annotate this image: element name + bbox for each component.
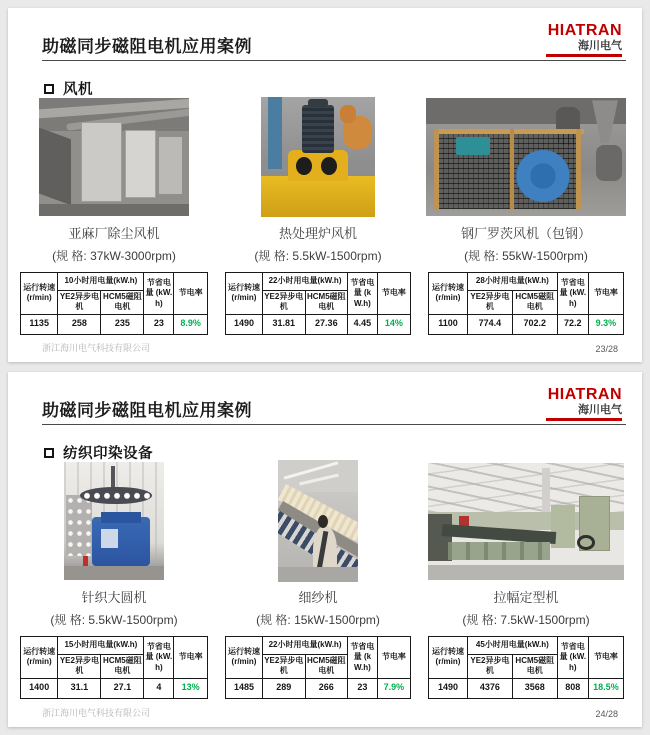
case-caption: 针织大圆机: [81, 590, 147, 605]
th-rate: 节电率: [588, 273, 623, 315]
cell-ye2: 31.81: [263, 314, 306, 334]
photo-box: [39, 96, 189, 218]
case-spec: (规 格: 7.5kW-1500rpm): [462, 613, 590, 627]
th-rate: 节电率: [377, 637, 410, 679]
case-spec: (规 格: 5.5kW-1500rpm): [50, 613, 178, 627]
photo-shape: [340, 105, 356, 123]
photo-box: [261, 96, 375, 218]
th-speed: 运行转速 (r/min): [429, 273, 468, 315]
photo-shape: [81, 122, 122, 202]
footer-company: 浙江海川电气科技有限公司: [42, 708, 151, 718]
energy-table: [20, 272, 208, 335]
photo-circular-knitting-machine: [64, 462, 164, 580]
photo-shape: [101, 529, 118, 548]
case-caption: 亚麻厂除尘风机: [68, 226, 160, 241]
cell-ye2: 31.1: [58, 678, 101, 698]
case-caption: 钢厂罗茨风机（包钢）: [460, 226, 591, 241]
cell-saving: 72.2: [557, 314, 588, 334]
cell-speed: 1400: [21, 678, 58, 698]
th-saving: 节省电量 (kW.h): [557, 637, 588, 679]
th-usage: 22小时用电量(kW.h): [263, 637, 348, 655]
photo-shape: [302, 105, 334, 153]
th-ye2: YE2异步电机: [263, 291, 306, 315]
cases-row: [20, 460, 624, 699]
photo-shape: [542, 468, 550, 515]
th-speed: 运行转速 (r/min): [429, 637, 468, 679]
photo-shape: [278, 567, 358, 582]
photo-box: [278, 460, 358, 582]
cell-saving: 23: [348, 678, 378, 698]
cell-saving: 4: [144, 678, 174, 698]
th-speed: 运行转速 (r/min): [21, 273, 58, 315]
photo-shape: [64, 566, 164, 580]
th-ye2: YE2异步电机: [468, 655, 513, 679]
photo-box: [426, 96, 626, 218]
logo-wordmark: HIATRAN: [547, 386, 622, 403]
th-hcm5: HCM5磁阻电机: [305, 291, 348, 315]
photo-shape: [448, 542, 550, 560]
photo-shape: [268, 97, 282, 169]
photo-shape: [159, 137, 182, 194]
cell-ye2: 4376: [468, 678, 513, 698]
case-column: [20, 96, 208, 335]
th-usage: 28小时用电量(kW.h): [468, 273, 558, 291]
cases-row: [20, 96, 624, 335]
photo-shape: [577, 535, 595, 550]
cell-saving: 23: [144, 314, 174, 334]
cell-speed: 1100: [429, 314, 468, 334]
case-column: [225, 460, 411, 699]
photo-heat-treatment-furnace-fan: [261, 97, 375, 217]
photo-steel-plant-roots-fan: [426, 98, 626, 216]
th-usage: 10小时用电量(kW.h): [58, 273, 144, 291]
case-spec: (规 格: 15kW-1500rpm): [256, 613, 380, 627]
th-hcm5: HCM5磁阻电机: [512, 655, 557, 679]
energy-table: [428, 272, 624, 335]
logo-red-bar: [546, 54, 622, 57]
cell-rate: 9.3%: [588, 314, 623, 334]
photo-shape: [576, 129, 581, 209]
photo-shape: [459, 516, 469, 525]
photo-stenter-setting-machine: [428, 463, 624, 580]
cell-rate: 18.5%: [588, 678, 623, 698]
photo-shape: [66, 495, 92, 556]
energy-table: [225, 636, 411, 699]
th-rate: 节电率: [174, 637, 208, 679]
logo: [546, 22, 622, 57]
photo-shape: [39, 123, 71, 205]
photo-shape: [101, 512, 141, 524]
cell-hcm5: 266: [305, 678, 348, 698]
photo-box: [428, 460, 624, 582]
photo-flax-plant-dust-fan: [39, 98, 189, 216]
th-ye2: YE2异步电机: [58, 291, 101, 315]
photo-shape: [596, 145, 622, 180]
page-number: 24/28: [595, 709, 618, 719]
th-rate: 节电率: [174, 273, 208, 315]
th-hcm5: HCM5磁阻电机: [512, 291, 557, 315]
case-caption: 热处理炉风机: [278, 226, 357, 241]
page-number: 23/28: [595, 344, 618, 354]
photo-shape: [456, 137, 490, 155]
case-column: [428, 96, 624, 335]
th-usage: 45小时用电量(kW.h): [468, 637, 558, 655]
case-column: [225, 96, 411, 335]
case-spec: (规 格: 5.5kW-1500rpm): [254, 249, 382, 263]
th-usage: 15小时用电量(kW.h): [58, 637, 144, 655]
th-ye2: YE2异步电机: [58, 655, 101, 679]
title-divider: [42, 424, 626, 425]
photo-shape: [434, 129, 584, 134]
case-spec: (规 格: 37kW-3000rpm): [52, 249, 176, 263]
th-saving: 节省电量 (kW.h): [557, 273, 588, 315]
case-column: [428, 460, 624, 699]
cell-hcm5: 235: [101, 314, 144, 334]
cell-ye2: 258: [58, 314, 101, 334]
photo-shape: [83, 556, 88, 565]
photo-shape: [308, 99, 329, 106]
photo-shape: [510, 129, 514, 209]
cell-speed: 1485: [226, 678, 263, 698]
cell-hcm5: 27.36: [305, 314, 348, 334]
energy-table: [428, 636, 624, 699]
energy-table: [225, 272, 411, 335]
th-hcm5: HCM5磁阻电机: [305, 655, 348, 679]
section-label: 纺织印染设备: [63, 446, 153, 462]
th-ye2: YE2异步电机: [468, 291, 513, 315]
cell-rate: 14%: [377, 314, 410, 334]
slide-title: 助磁同步磁阻电机应用案例: [42, 37, 252, 56]
th-ye2: YE2异步电机: [263, 655, 306, 679]
th-usage: 22小时用电量(kW.h): [263, 273, 348, 291]
title-divider: [42, 60, 626, 61]
th-speed: 运行转速 (r/min): [226, 637, 263, 679]
th-saving: 节省电量 (kW.h): [144, 637, 174, 679]
logo: [546, 386, 622, 421]
th-rate: 节电率: [588, 637, 623, 679]
logo-chinese-name: 海川电气: [578, 40, 622, 52]
slide-title: 助磁同步磁阻电机应用案例: [42, 401, 252, 420]
case-column: [20, 460, 208, 699]
th-saving: 节省电量 (kW.h): [144, 273, 174, 315]
cell-speed: 1490: [429, 678, 468, 698]
cell-ye2: 774.4: [468, 314, 513, 334]
square-bullet-icon: [44, 448, 54, 458]
th-saving: 节省电量 (kW.h): [348, 273, 378, 315]
th-hcm5: HCM5磁阻电机: [101, 655, 144, 679]
cell-rate: 13%: [174, 678, 208, 698]
cell-rate: 7.9%: [377, 678, 410, 698]
logo-wordmark: HIATRAN: [547, 22, 622, 39]
section-label: 风机: [63, 82, 93, 98]
cell-hcm5: 3568: [512, 678, 557, 698]
th-speed: 运行转速 (r/min): [21, 637, 58, 679]
case-caption: 拉幅定型机: [493, 590, 559, 605]
case-spec: (规 格: 55kW-1500rpm): [464, 249, 588, 263]
cell-hcm5: 27.1: [101, 678, 144, 698]
cell-hcm5: 702.2: [512, 314, 557, 334]
photo-shape: [428, 565, 624, 579]
th-rate: 节电率: [377, 273, 410, 315]
square-bullet-icon: [44, 84, 54, 94]
footer-company: 浙江海川电气科技有限公司: [42, 343, 151, 353]
cell-speed: 1490: [226, 314, 263, 334]
cell-saving: 808: [557, 678, 588, 698]
cell-ye2: 289: [263, 678, 306, 698]
logo-chinese-name: 海川电气: [578, 404, 622, 416]
th-hcm5: HCM5磁阻电机: [101, 291, 144, 315]
th-speed: 运行转速 (r/min): [226, 273, 263, 315]
photo-shape: [261, 176, 375, 217]
case-caption: 细纱机: [298, 590, 338, 605]
photo-shape: [39, 204, 189, 216]
photo-spinning-frame: [278, 460, 358, 582]
photo-shape: [434, 129, 439, 209]
cell-saving: 4.45: [348, 314, 378, 334]
slide-fans: [8, 8, 642, 362]
cell-speed: 1135: [21, 314, 58, 334]
energy-table: [20, 636, 208, 699]
slide-textile-equipment: [8, 372, 642, 727]
photo-shape: [125, 130, 157, 198]
photo-shape: [516, 150, 570, 202]
photo-box: [64, 460, 164, 582]
th-saving: 节省电量 (kW.h): [348, 637, 378, 679]
cell-rate: 8.9%: [174, 314, 208, 334]
logo-red-bar: [546, 418, 622, 421]
